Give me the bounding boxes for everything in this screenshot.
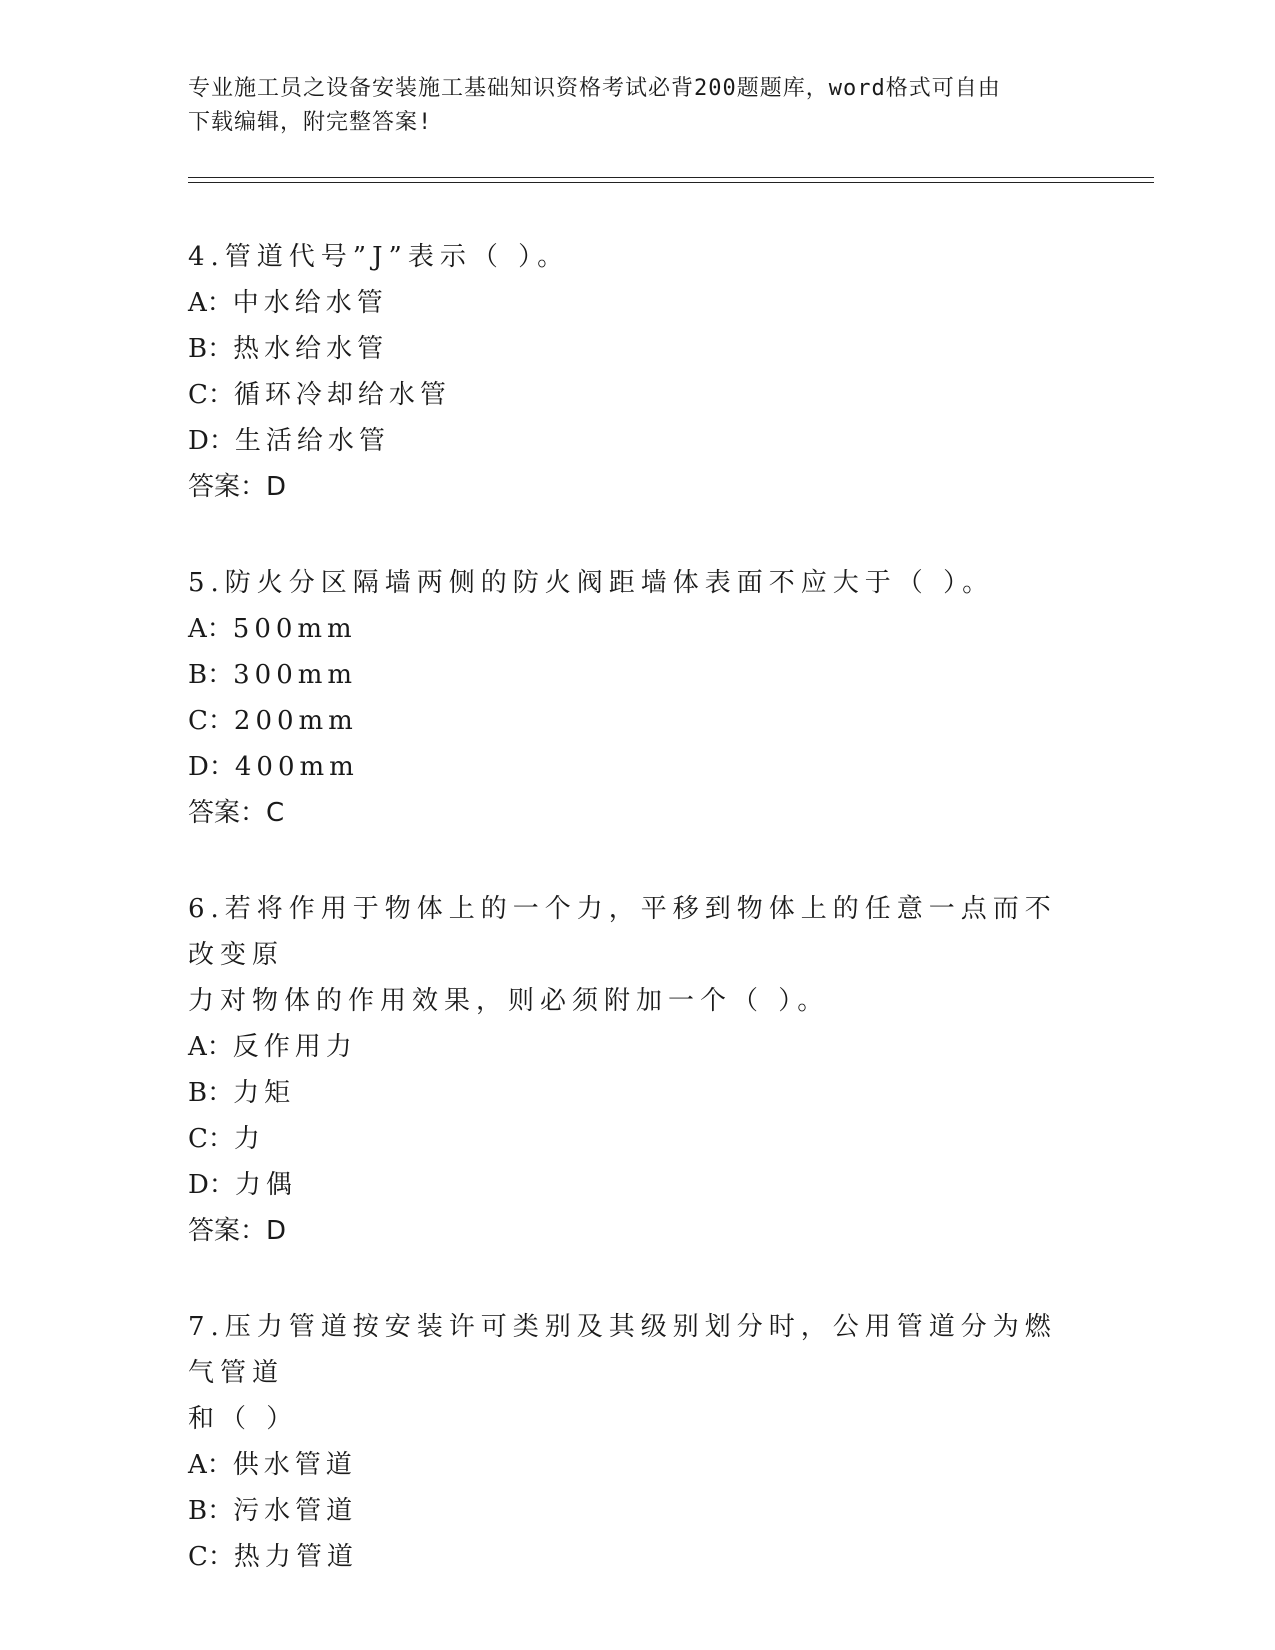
header-divider-top xyxy=(188,177,1154,178)
question-stem: 5.防火分区隔墙两侧的防火阀距墙体表面不应大于（ ）。 xyxy=(188,568,995,598)
option-a xyxy=(188,606,1088,652)
option-d xyxy=(188,1162,1088,1208)
option-c xyxy=(188,1534,1088,1580)
option-b xyxy=(188,1488,1088,1534)
question-stem: 6.若将作用于物体上的一个力，平移到物体上的任意一点而不改变原 xyxy=(188,894,1057,970)
question-stem-continued: 和（ ） xyxy=(188,1404,299,1434)
option-letter: A： xyxy=(188,1032,233,1062)
question-stem: 4.管道代号”J”表示（ ）。 xyxy=(188,242,570,272)
header-divider-bottom xyxy=(188,182,1154,183)
answer-label: 答案：D xyxy=(188,1216,287,1246)
question-5 xyxy=(188,560,1088,836)
option-letter: C： xyxy=(188,706,234,736)
option-a xyxy=(188,1442,1088,1488)
option-text: 反作用力 xyxy=(232,1032,357,1062)
option-b xyxy=(188,652,1088,698)
option-letter: B： xyxy=(188,1078,234,1108)
option-letter: B： xyxy=(188,660,234,690)
option-text: 400mm xyxy=(234,752,359,782)
option-text: 热力管道 xyxy=(233,1542,358,1572)
document-header xyxy=(188,72,1068,140)
option-text: 中水给水管 xyxy=(232,288,388,318)
answer-label: 答案：D xyxy=(188,472,287,502)
option-a xyxy=(188,1024,1088,1070)
option-c xyxy=(188,698,1088,744)
option-letter: B： xyxy=(188,1496,234,1526)
option-text: 200mm xyxy=(233,706,358,736)
answer-label: 答案：C xyxy=(188,798,285,828)
question-6 xyxy=(188,886,1088,1254)
option-letter: A： xyxy=(188,614,233,644)
option-text: 500mm xyxy=(232,614,357,644)
question-stem: 7.压力管道按安装许可类别及其级别划分时，公用管道分为燃气管道 xyxy=(188,1312,1057,1388)
option-letter: B： xyxy=(188,334,234,364)
option-letter: C： xyxy=(188,1124,234,1154)
option-a xyxy=(188,280,1088,326)
option-c xyxy=(188,1116,1088,1162)
option-text: 生活给水管 xyxy=(234,426,390,456)
option-letter: D： xyxy=(188,1170,235,1200)
option-text: 力偶 xyxy=(234,1170,297,1200)
question-7 xyxy=(188,1304,1088,1580)
option-letter: A： xyxy=(188,288,233,318)
header-title-line-1: 专业施工员之设备安装施工基础知识资格考试必背200题题库，word格式可自由 xyxy=(188,76,1001,101)
option-text: 力 xyxy=(233,1124,265,1154)
option-letter: D： xyxy=(188,426,235,456)
option-letter: D： xyxy=(188,752,235,782)
option-d xyxy=(188,744,1088,790)
question-4 xyxy=(188,234,1088,510)
option-text: 供水管道 xyxy=(232,1450,357,1480)
question-list xyxy=(188,234,1088,1630)
option-text: 污水管道 xyxy=(233,1496,358,1526)
option-letter: C： xyxy=(188,380,234,410)
option-text: 300mm xyxy=(233,660,358,690)
option-d xyxy=(188,418,1088,464)
header-title-line-2: 下载编辑，附完整答案! xyxy=(188,110,433,135)
option-letter: C： xyxy=(188,1542,234,1572)
option-b xyxy=(188,326,1088,372)
option-text: 循环冷却给水管 xyxy=(233,380,451,410)
option-letter: A： xyxy=(188,1450,233,1480)
option-c xyxy=(188,372,1088,418)
question-stem-continued: 力对物体的作用效果，则必须附加一个（ ）。 xyxy=(188,986,830,1016)
option-text: 力矩 xyxy=(233,1078,296,1108)
option-b xyxy=(188,1070,1088,1116)
option-text: 热水给水管 xyxy=(233,334,389,364)
